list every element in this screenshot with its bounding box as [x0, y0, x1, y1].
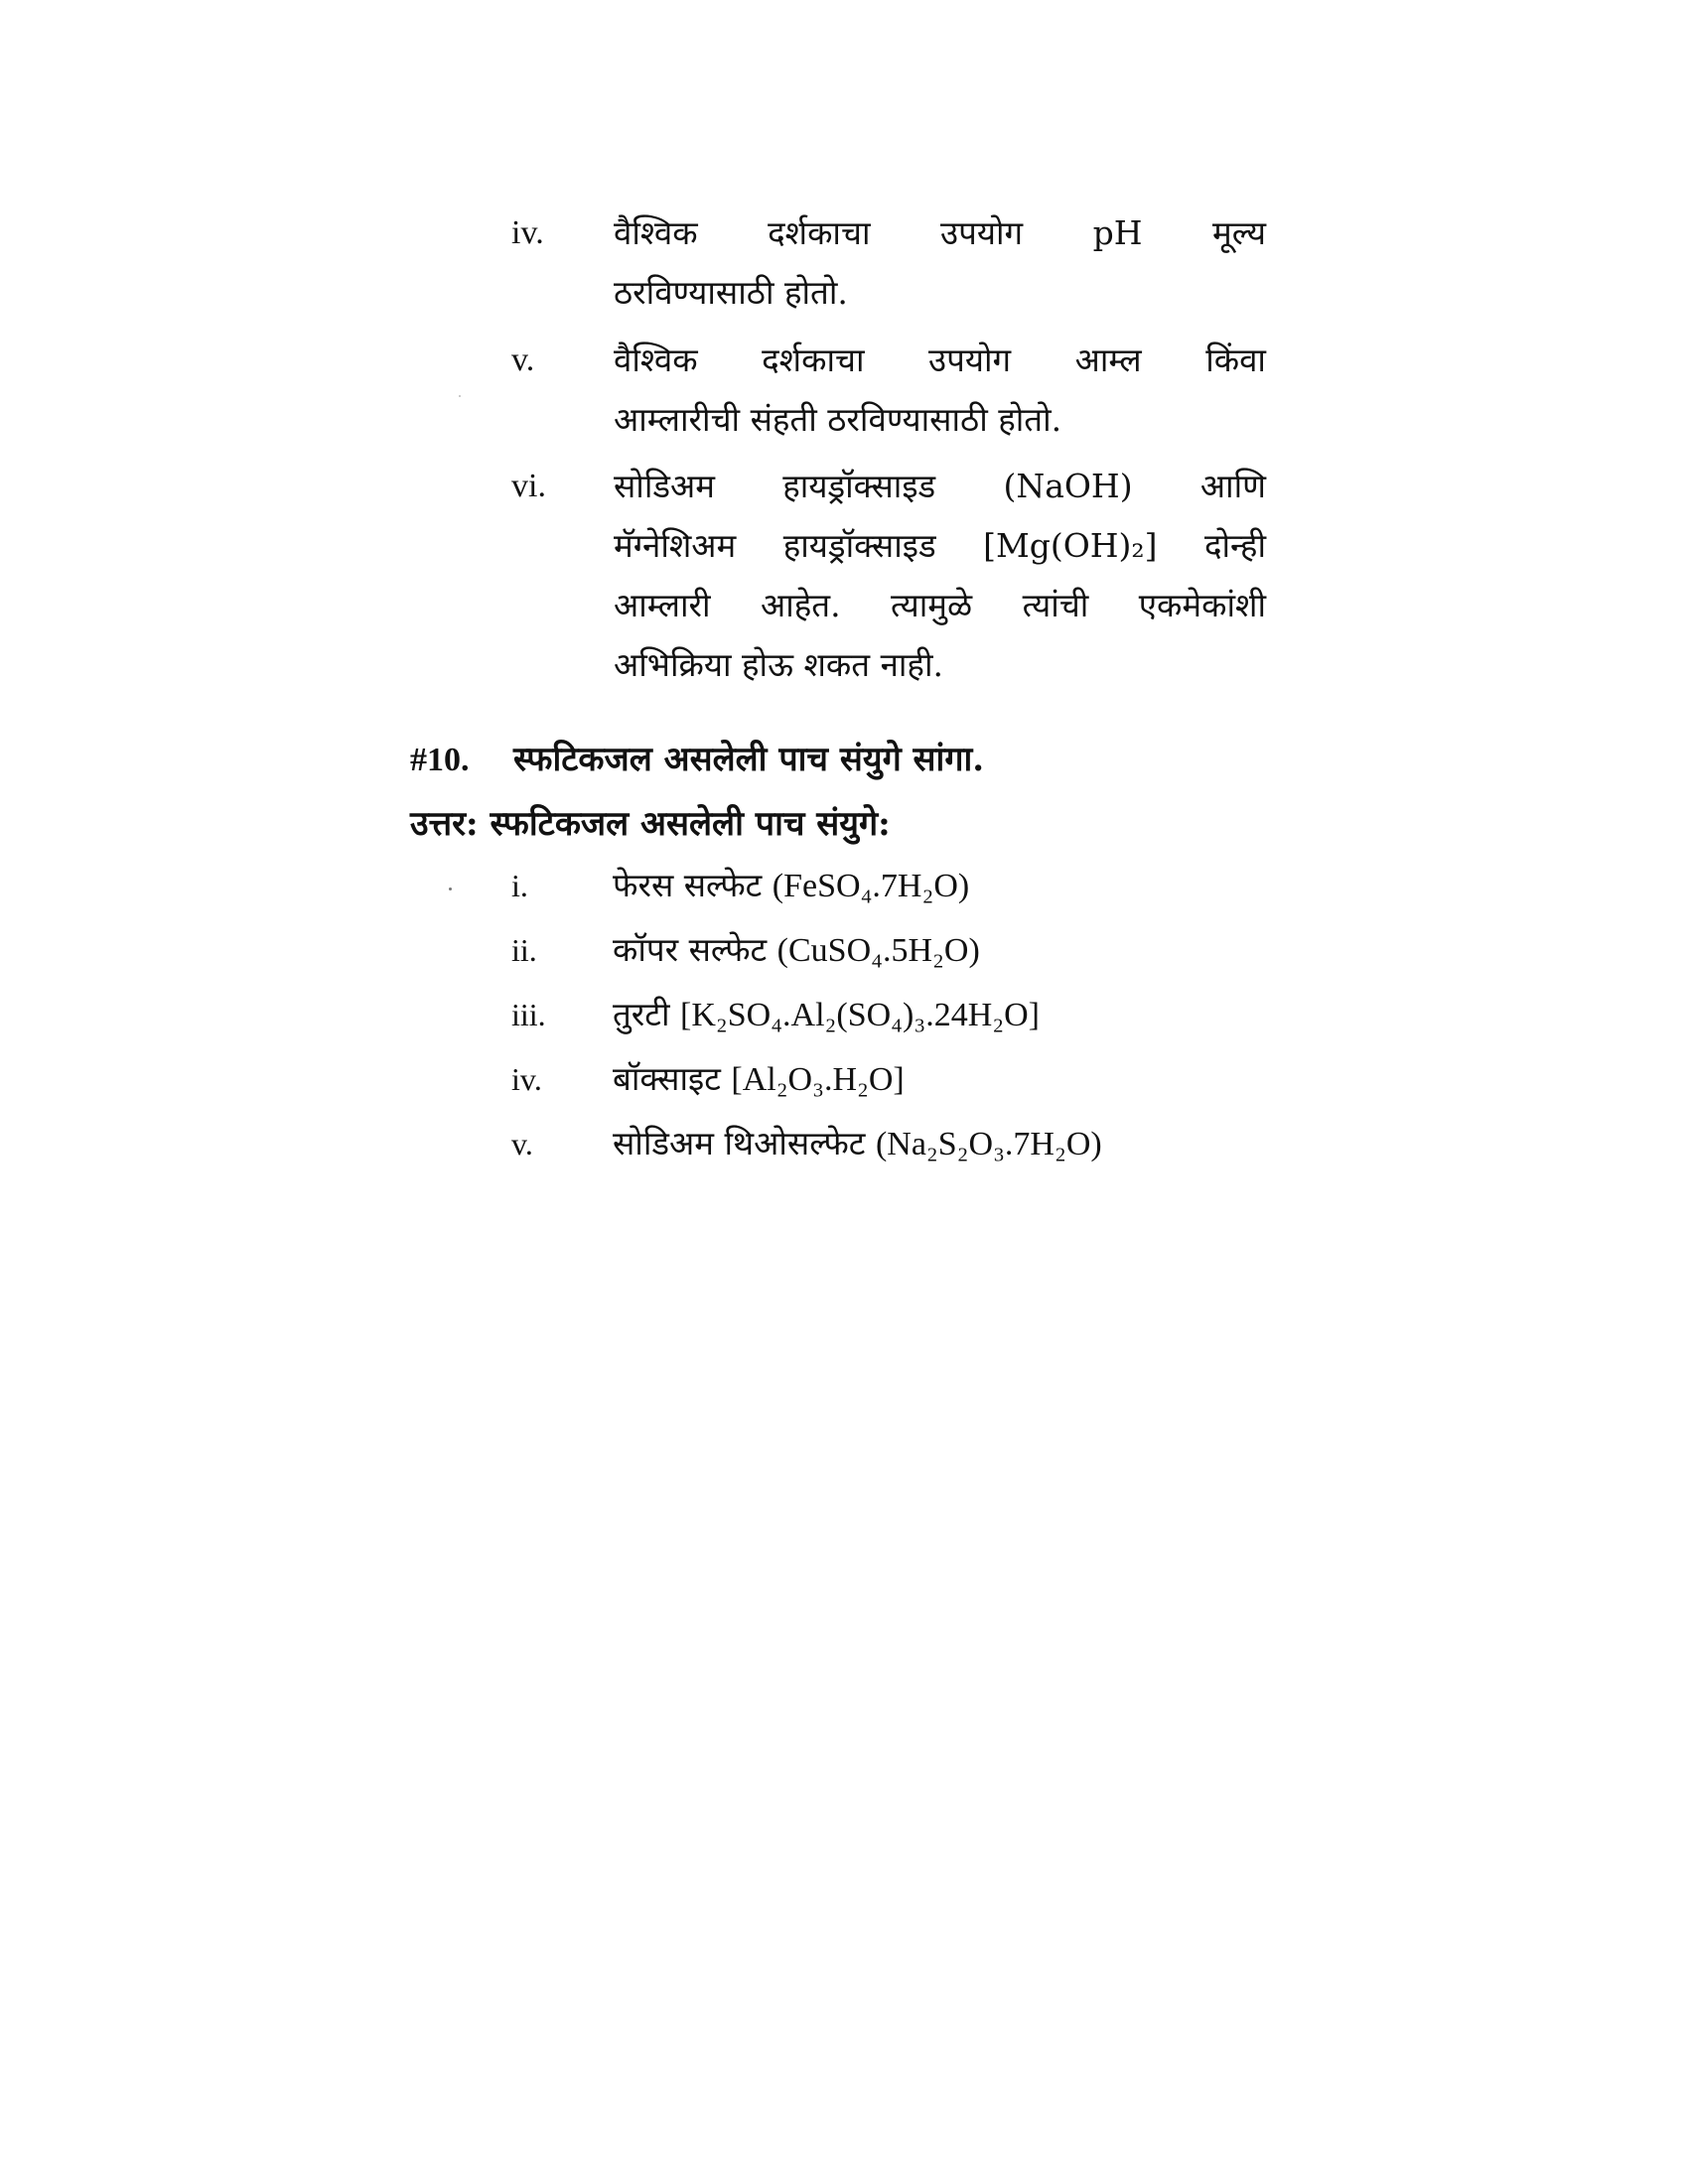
scan-speck: [449, 887, 452, 890]
compound-name: फेरस सल्फेट: [613, 866, 763, 904]
question-number: #10.: [410, 742, 470, 778]
compound-item: [511, 856, 969, 916]
compound-formula: (CuSO₄.5H₂O): [776, 932, 980, 969]
compound-formula: [Al₂O₃.H₂O]: [731, 1061, 905, 1098]
compound-name: सोडिअम थिओसल्फेट: [613, 1124, 866, 1162]
compound-name: कॉपर सल्फेट: [613, 930, 768, 969]
answer-heading: [410, 794, 891, 854]
statement-line: अभिक्रिया होऊ शकत नाही.: [614, 645, 943, 684]
question-heading: [410, 730, 984, 790]
statement-line: वैश्विक दर्शकाचा उपयोग आम्ल किंवा: [614, 341, 1266, 379]
compound-number: iv.: [511, 1061, 542, 1097]
statement-text: [614, 204, 1266, 323]
compound-name: बॉक्साइट: [613, 1059, 721, 1098]
statement-line: सोडिअम हायड्रॉक्साइड (NaOH) आणि: [614, 467, 1266, 505]
compound-item: [511, 985, 1040, 1045]
question-text: स्फटिकजल असलेली पाच संयुगे सांगा.: [513, 740, 985, 779]
compound-item: [511, 1114, 1102, 1174]
answer-label: उत्तर:: [410, 804, 479, 844]
compound-number: v.: [511, 1126, 533, 1161]
compound-number: ii.: [511, 932, 537, 968]
statement-line: मॅग्नेशिअम हायड्रॉक्साइड [Mg(OH)₂] दोन्ही: [614, 526, 1266, 565]
answer-text: स्फटिकजल असलेली पाच संयुगे:: [490, 804, 891, 844]
statement-line: वैश्विक दर्शकाचा उपयोग pH मूल्य: [614, 213, 1266, 252]
compound-formula: (Na₂S₂O₃.7H₂O): [875, 1126, 1102, 1162]
compound-item: [511, 1049, 905, 1110]
statement-text: [614, 457, 1266, 695]
statement-text: [614, 331, 1266, 450]
compound-number: iii.: [511, 997, 546, 1032]
statement-number: vi.: [511, 468, 546, 504]
statement-number: v.: [511, 341, 535, 378]
statement-line: आम्लारी आहेत. त्यामुळे त्यांची एकमेकांशी: [614, 586, 1266, 624]
compound-name: तुरटी: [613, 995, 670, 1033]
compound-formula: [K₂SO₄.Al₂(SO₄)₃.24H₂O]: [680, 997, 1040, 1033]
statement-number: iv.: [511, 214, 544, 251]
scan-speck: [459, 395, 461, 397]
compound-number: i.: [511, 868, 528, 903]
statement-line: आम्लारीची संहती ठरविण्यासाठी होतो.: [614, 400, 1062, 439]
statement-line: ठरविण्यासाठी होतो.: [614, 273, 848, 312]
compound-item: [511, 920, 980, 981]
compound-formula: (FeSO₄.7H₂O): [772, 868, 970, 904]
